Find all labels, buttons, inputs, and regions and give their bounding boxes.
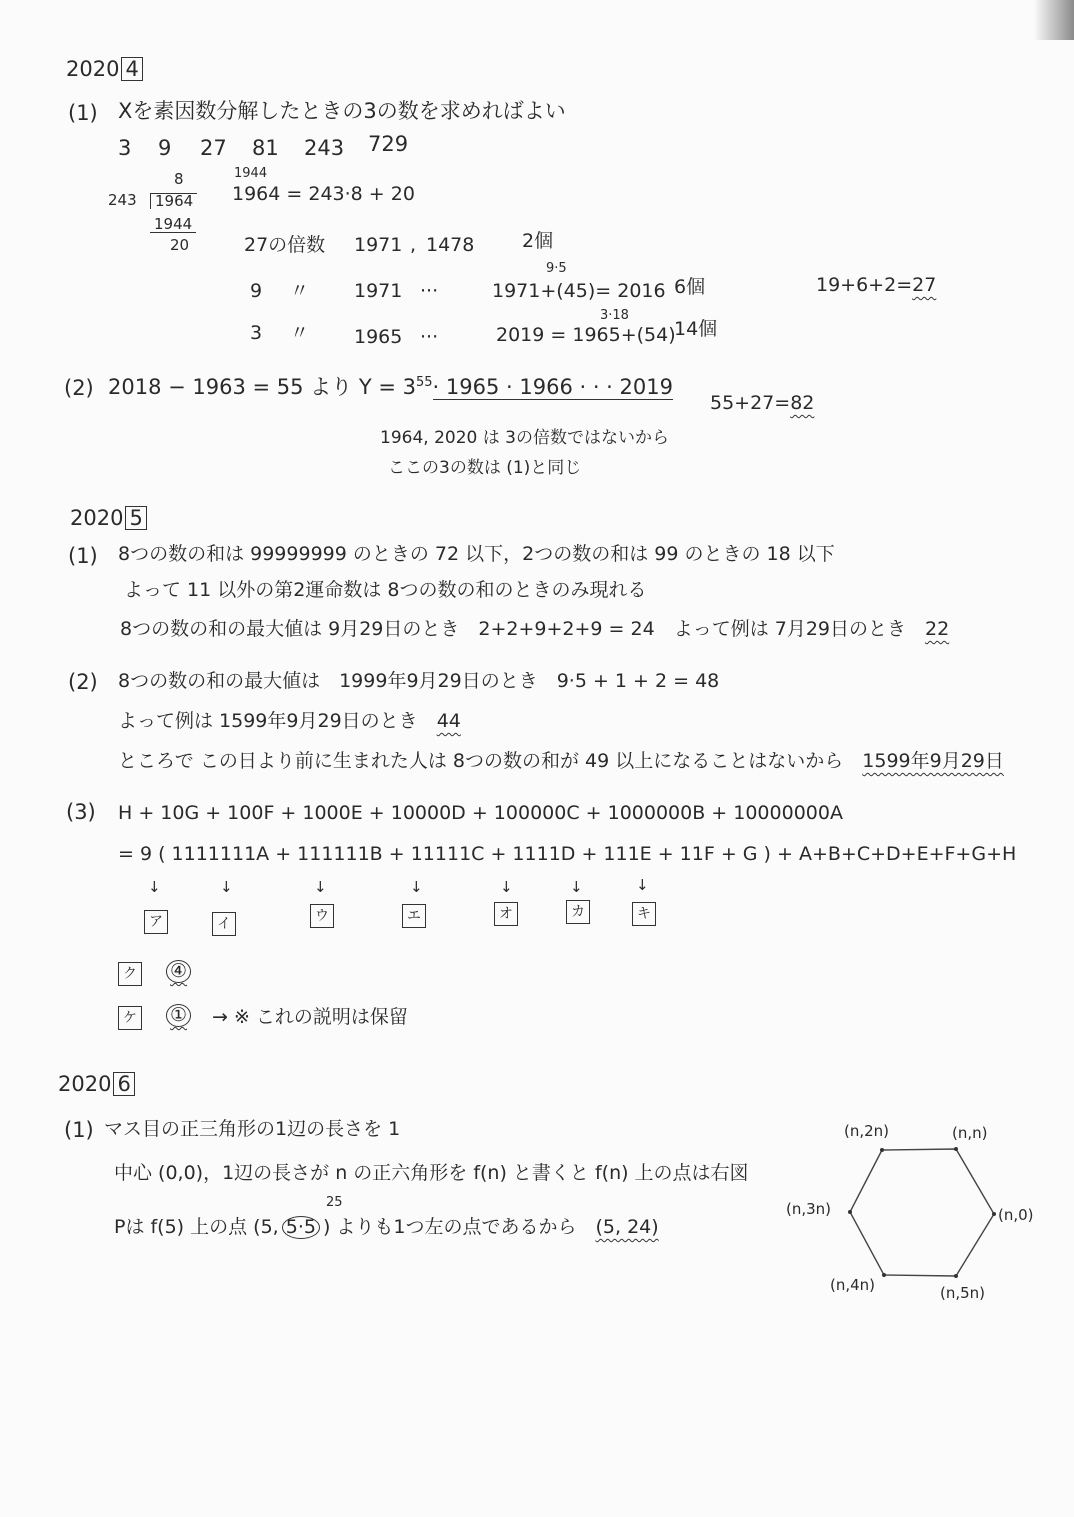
answer-box: オ xyxy=(494,902,518,926)
section-heading-5: 2020 5 xyxy=(70,506,147,530)
hexagon-label: (n,0) xyxy=(998,1206,1034,1224)
note-line: ここの3の数は (1)と同じ xyxy=(388,458,582,478)
answer-box: エ xyxy=(402,904,426,928)
answer-22: 22 xyxy=(925,618,950,640)
answer-82: 82 xyxy=(790,392,815,414)
text-line: よって例は 1599年9月29日のとき 44 xyxy=(118,710,461,732)
hexagon-label: (n,5n) xyxy=(940,1284,986,1302)
hexagon-outline xyxy=(850,1149,994,1276)
text-line: Pは f(5) 上の点 (5, 5·5 ) よりも1つ左の点であるから (5, 24) xyxy=(114,1216,659,1238)
answer-date: 1599年9月29日 xyxy=(862,750,1004,772)
answer-box: ウ xyxy=(310,904,334,928)
expansion-line: H + 10G + 100F + 1000E + 10000D + 100000C + 1000000B + 10000000A xyxy=(118,802,843,824)
answer-box-ku: ク xyxy=(118,962,142,986)
note-line: 1964, 2020 は 3の倍数ではないから xyxy=(380,428,669,448)
text-line: 8つの数の和の最大値は 1999年9月29日のとき 9·5 + 1 + 2 = 48 xyxy=(118,670,720,692)
text-line: 8つの数の和は 99999999 のときの 72 以下，2つの数の和は 99 のときの 18 以下 xyxy=(118,543,835,565)
hexagon-label: (n,2n) xyxy=(844,1122,890,1140)
vertex-dot xyxy=(880,1148,884,1152)
problem-label: (1) xyxy=(64,1118,94,1142)
problem-label: (1) xyxy=(68,544,98,568)
vertex-dot xyxy=(848,1210,852,1214)
problem-label: (2) xyxy=(68,670,98,694)
hexagon-label: (n,3n) xyxy=(786,1200,832,1218)
equation: 1964 = 243·8 + 20 xyxy=(232,183,415,205)
answer-ku: ④ xyxy=(166,960,191,983)
text-line: 中心 (0,0)，1辺の長さが n の正六角形を f(n) と書くと f(n) 上の点は右図 xyxy=(114,1162,749,1184)
problem-label: (3) xyxy=(66,800,96,824)
answer-44: 44 xyxy=(436,710,461,732)
vertex-dot xyxy=(954,1274,958,1278)
text-line: ところで この日より前に生まれた人は 8つの数の和が 49 以上になることはないから 1599年9月29日 xyxy=(118,750,1004,772)
answer-box: カ xyxy=(566,900,590,924)
sum-line-2: 55+27=82 xyxy=(710,392,815,414)
vertex-dot xyxy=(954,1147,958,1151)
hexagon-label: (n,n) xyxy=(952,1124,988,1142)
note-line: → ※ これの説明は保留 xyxy=(212,1006,408,1028)
vertex-dot xyxy=(992,1212,996,1216)
answer-box: キ xyxy=(632,902,656,926)
note-25: 25 xyxy=(326,1195,343,1210)
hexagon-label: (n,4n) xyxy=(830,1276,876,1294)
answer-box: イ xyxy=(212,912,236,936)
answer-27: 27 xyxy=(912,274,937,296)
vertex-dot xyxy=(882,1273,886,1277)
problem-label: (2) xyxy=(64,376,94,400)
y-expression: 2018 − 1963 = 55 より $Y = 3^{55}\cdot 1965 \cdot 1966$ · · · 2019 xyxy=(108,375,673,399)
text-line: マス目の正三角形の1辺の長さを 1 xyxy=(104,1118,401,1140)
answer-point: (5, 24) xyxy=(595,1216,659,1238)
text-line: 8つの数の和の最大値は 9月29日のとき 2+2+9+2+9 = 24 よって例は 7月29日のとき 22 xyxy=(120,618,950,640)
sum-line: 19+6+2=27 xyxy=(816,274,937,296)
section-heading-4: 2020 4 xyxy=(66,57,143,81)
section-heading-6: 2020 6 xyxy=(58,1072,135,1096)
answer-box-ke: ケ xyxy=(118,1006,142,1030)
expansion-line: = 9 ( 1111111A + 111111B + 11111C + 1111D + 111E + 11F + G ) + A+B+C+D+E+F+G+H xyxy=(118,843,1017,865)
problem-label: (1) xyxy=(68,101,98,125)
text-line: よって 11 以外の第2運命数は 8つの数の和のときのみ現れる xyxy=(124,579,647,601)
note-1944: 1944 xyxy=(234,166,268,181)
answer-box: ア xyxy=(144,910,168,934)
answer-ke: ① xyxy=(166,1004,191,1027)
problem-statement: Xを素因数分解したときの3の数を求めればよい xyxy=(118,99,566,123)
